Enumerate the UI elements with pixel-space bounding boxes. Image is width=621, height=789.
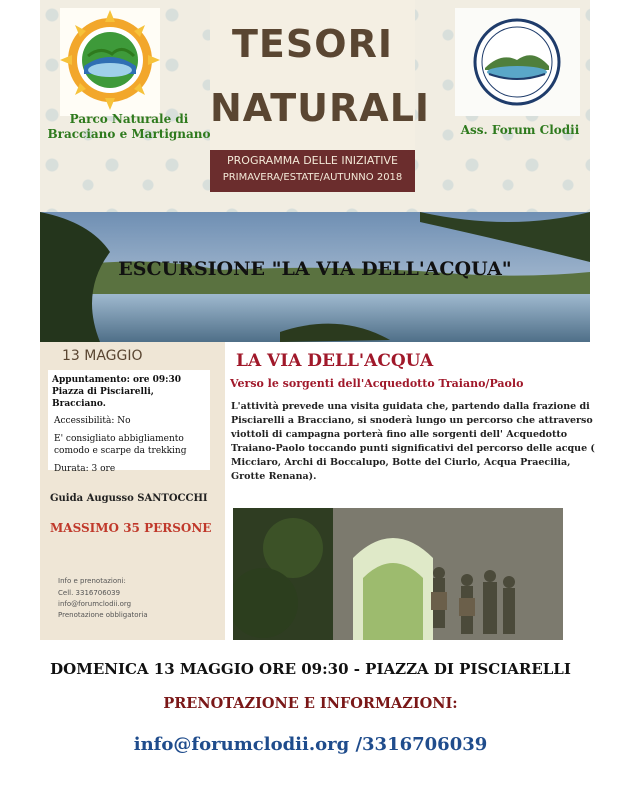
program-line2: PRIMAVERA/ESTATE/AUTUNNO 2018: [222, 172, 403, 183]
forum-clodii-logo: [455, 8, 580, 116]
forum-clodii-caption: Ass. Forum Clodii: [460, 123, 580, 137]
aqueduct-photo: [233, 508, 563, 640]
contacts-title: Info e prenotazioni:: [58, 577, 126, 585]
section-title: LA VIA DELL'ACQUA: [236, 351, 434, 371]
duration-text: Durata: 3 ore: [54, 464, 116, 474]
park-logo: [60, 8, 160, 116]
footer-date-place: DOMENICA 13 MAGGIO ORE 09:30 - PIAZZA DI PISCIARELLI: [50, 660, 571, 678]
contacts-email: info@forumclodii.org: [58, 600, 132, 608]
max-participants: MASSIMO 35 PERSONE: [50, 521, 212, 535]
park-sun-icon: [60, 8, 160, 116]
contacts-note: Prenotazione obbligatoria: [58, 611, 148, 619]
appointment-text: Appuntamento: ore 09:30 Piazza di Pisciarelli, Bracciano.: [52, 375, 182, 409]
program-line1: PROGRAMMA DELLE INIZIATIVE: [227, 154, 398, 167]
forum-clodii-emblem-icon: [455, 8, 580, 116]
page-title-line1: TESORI: [232, 22, 393, 66]
accessibility-text: Accessibilità: No: [54, 416, 131, 426]
event-headline: ESCURSIONE "LA VIA DELL'ACQUA": [118, 258, 512, 280]
contacts-phone: Cell. 3316706039: [58, 589, 121, 597]
event-date: 13 MAGGIO: [62, 348, 143, 364]
footer-booking-title: PRENOTAZIONE E INFORMAZIONI:: [163, 695, 458, 712]
footer-contact-link[interactable]: info@forumclodii.org /3316706039: [133, 734, 488, 755]
section-subtitle: Verso le sorgenti dell'Acquedotto Traiano/Paolo: [230, 377, 524, 390]
guide-name: Guida Augusso SANTOCCHI: [50, 493, 208, 504]
aqueduct-illustration: [233, 508, 563, 640]
park-logo-caption: Parco Naturale di Bracciano e Martignano: [47, 112, 211, 141]
activity-description: L'attività prevede una visita guidata che, partendo dalla frazione di Pisciarelli a Bracciano, si snoderà lungo un percorso che attraverso viottoli di campagna porterà fino alle sorgenti dell' Acquedotto Traiano-Paolo toccando punti significativi del percorso delle acque ( Micciaro, Archi di Boccalupo, Botte del Ciurlo, Acqua Praecilia, Grotte Renana).: [231, 401, 595, 482]
clothing-text: E' consigliato abbigliamento comodo e scarpe da trekking: [54, 434, 187, 456]
page-title-line2: NATURALI: [210, 86, 431, 130]
info-box: [48, 370, 210, 474]
